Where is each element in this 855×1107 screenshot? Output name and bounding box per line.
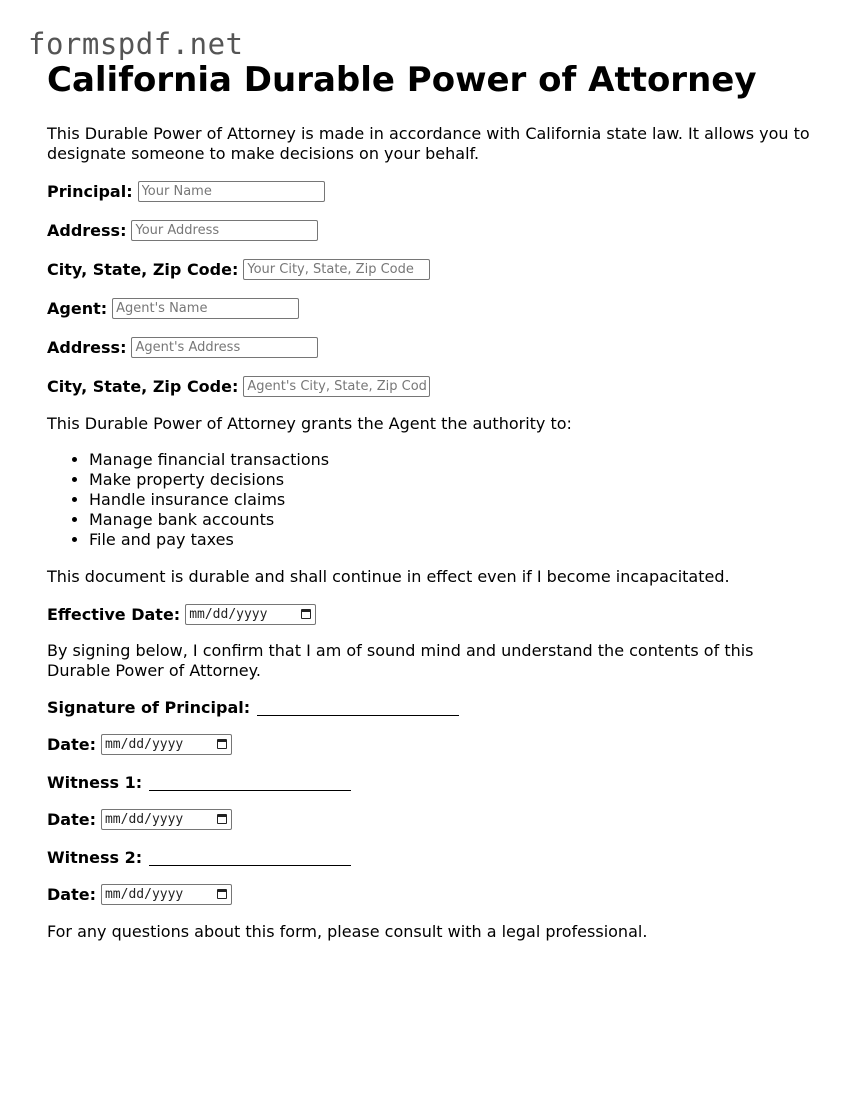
effective-date-row [47, 603, 817, 625]
power-item: • Handle insurance claims [89, 490, 817, 510]
effective-date-input[interactable] [185, 604, 316, 625]
principal-name-input[interactable] [138, 181, 325, 202]
principal-city-input[interactable] [243, 259, 430, 280]
principal-city-row [47, 258, 817, 280]
witness2-date-label: Date: [47, 884, 96, 904]
principal-date-row [47, 733, 817, 755]
principal-date-label: Date: [47, 734, 96, 754]
agent-city-row [47, 375, 817, 397]
agent-name-label: Agent: [47, 298, 108, 318]
date-placeholder: mm/dd/yyyy [104, 886, 184, 902]
date-placeholder: mm/dd/yyyy [104, 736, 184, 752]
agent-address-row [47, 336, 817, 358]
witness2-date-input[interactable] [101, 884, 232, 905]
confirmation-paragraph: By signing below, I confirm that I am of sound mind and understand the contents of this Durable Power of Attorney. [47, 641, 754, 680]
agent-city-input[interactable] [243, 376, 430, 397]
witness1-date-input[interactable] [101, 809, 232, 830]
principal-address-label: Address: [47, 220, 127, 240]
authority-intro: This Durable Power of Attorney grants the Agent the authority to: [47, 414, 572, 433]
power-item: • Manage financial transactions [89, 450, 817, 470]
form-page [47, 58, 817, 942]
principal-name-row [47, 180, 817, 202]
agent-address-input[interactable] [131, 337, 318, 358]
witness2-signature-line[interactable] [149, 849, 351, 866]
calendar-icon[interactable] [217, 739, 227, 749]
date-placeholder: mm/dd/yyyy [189, 606, 268, 622]
power-item: • Manage bank accounts [89, 510, 817, 530]
power-item: • Make property decisions [89, 470, 817, 490]
witness1-date-row [47, 808, 817, 830]
page-title: California Durable Power of Attorney [47, 60, 757, 100]
principal-signature-row [47, 696, 817, 718]
durable-statement: This document is durable and shall continue in effect even if I become incapacitated. [47, 567, 730, 586]
witness2-label: Witness 2: [47, 847, 143, 867]
site-watermark: formspdf.net [28, 27, 244, 61]
witness2-row [47, 846, 817, 868]
power-item: • File and pay taxes [89, 530, 817, 550]
witness2-date-row [47, 883, 817, 905]
agent-name-row [47, 297, 817, 319]
witness1-label: Witness 1: [47, 772, 143, 792]
principal-signature-line[interactable] [257, 699, 459, 716]
principal-city-label: City, State, Zip Code: [47, 259, 239, 279]
date-placeholder: mm/dd/yyyy [104, 811, 184, 827]
powers-list [47, 450, 817, 550]
calendar-icon[interactable] [217, 889, 227, 899]
agent-city-label: City, State, Zip Code: [47, 376, 239, 396]
principal-address-input[interactable] [131, 220, 318, 241]
principal-signature-label: Signature of Principal: [47, 697, 251, 717]
intro-paragraph: This Durable Power of Attorney is made in accordance with California state law. It allows you to designate someone to make decisions on your behalf. [47, 124, 810, 163]
principal-date-input[interactable] [101, 734, 232, 755]
calendar-icon[interactable] [217, 814, 227, 824]
principal-address-row [47, 219, 817, 241]
witness1-signature-line[interactable] [149, 774, 351, 791]
effective-date-label: Effective Date: [47, 604, 181, 624]
agent-name-input[interactable] [112, 298, 299, 319]
witness1-date-label: Date: [47, 809, 96, 829]
agent-address-label: Address: [47, 337, 127, 357]
footer-note: For any questions about this form, please consult with a legal professional. [47, 922, 648, 941]
witness1-row [47, 771, 817, 793]
calendar-icon[interactable] [301, 609, 311, 619]
principal-name-label: Principal: [47, 181, 133, 201]
